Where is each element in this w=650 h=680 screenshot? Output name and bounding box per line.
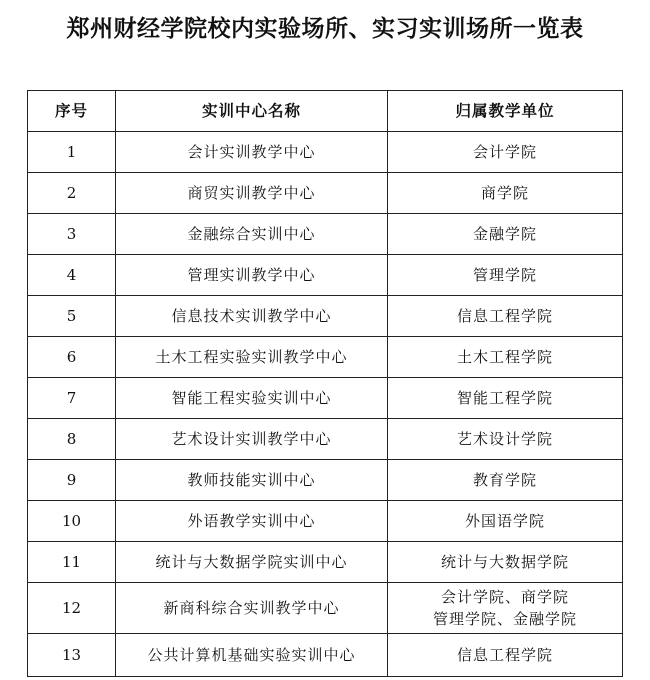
row-unit-line: 会计学院、商学院 [440,588,569,606]
row-index: 5 [28,296,116,337]
row-unit: 信息工程学院 [388,634,623,677]
row-index: 7 [28,378,116,419]
table-row [28,378,623,419]
table-header-row [28,91,623,132]
row-center-name: 外语教学实训中心 [116,501,388,542]
row-index: 10 [28,501,116,542]
row-unit: 商学院 [388,173,623,214]
table-row [28,255,623,296]
row-index: 12 [28,583,116,634]
row-unit [388,583,623,634]
row-center-name: 艺术设计实训教学中心 [116,419,388,460]
row-index: 3 [28,214,116,255]
row-center-name: 商贸实训教学中心 [116,173,388,214]
row-unit: 土木工程学院 [388,337,623,378]
facility-table [27,90,623,677]
row-index: 1 [28,132,116,173]
row-center-name: 统计与大数据学院实训中心 [116,542,388,583]
table-row [28,173,623,214]
page-title: 郑州财经学院校内实验场所、实习实训场所一览表 [66,16,584,42]
row-unit: 外国语学院 [388,501,623,542]
table-row [28,132,623,173]
header-unit: 归属教学单位 [388,91,623,132]
row-index: 4 [28,255,116,296]
header-center-name: 实训中心名称 [116,91,388,132]
header-index: 序号 [28,91,116,132]
row-center-name: 教师技能实训中心 [116,460,388,501]
row-center-name: 公共计算机基础实验实训中心 [116,634,388,677]
row-center-name: 信息技术实训教学中心 [116,296,388,337]
row-unit: 会计学院 [388,132,623,173]
row-index: 13 [28,634,116,677]
row-unit: 智能工程学院 [388,378,623,419]
table-row [28,542,623,583]
row-unit-line: 管理学院、金融学院 [432,610,577,628]
row-index: 8 [28,419,116,460]
row-unit: 艺术设计学院 [388,419,623,460]
row-unit: 管理学院 [388,255,623,296]
table-row [28,583,623,634]
row-unit: 信息工程学院 [388,296,623,337]
row-center-name: 新商科综合实训教学中心 [116,583,388,634]
row-center-name: 金融综合实训中心 [116,214,388,255]
table-row [28,460,623,501]
row-unit: 统计与大数据学院 [388,542,623,583]
row-index: 2 [28,173,116,214]
table-row [28,419,623,460]
row-center-name: 管理实训教学中心 [116,255,388,296]
row-center-name: 会计实训教学中心 [116,132,388,173]
row-center-name: 土木工程实验实训教学中心 [116,337,388,378]
table-row [28,337,623,378]
row-center-name: 智能工程实验实训中心 [116,378,388,419]
table-row [28,296,623,337]
table-row [28,634,623,677]
row-unit: 教育学院 [388,460,623,501]
table-row [28,214,623,255]
table-row [28,501,623,542]
row-index: 6 [28,337,116,378]
row-index: 9 [28,460,116,501]
row-index: 11 [28,542,116,583]
row-unit: 金融学院 [388,214,623,255]
